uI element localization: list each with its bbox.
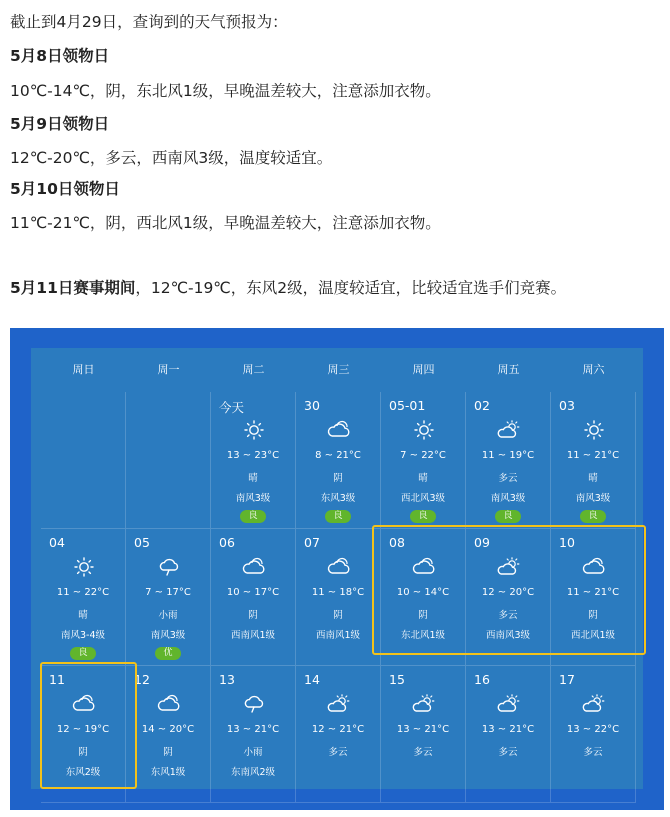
day-temperature: 11 ~ 21°C bbox=[566, 587, 620, 598]
sun-icon bbox=[581, 420, 607, 440]
day-temperature: 13 ~ 21°C bbox=[396, 724, 450, 735]
day-wind: 东南风2级 bbox=[230, 767, 276, 778]
day-condition: 多云 bbox=[413, 747, 433, 758]
day-cell[interactable] bbox=[296, 529, 381, 666]
day-condition: 阴 bbox=[78, 747, 88, 758]
day-temperature: 11 ~ 21°C bbox=[566, 450, 620, 461]
day-condition: 阴 bbox=[163, 747, 173, 758]
day-date: 10 bbox=[559, 535, 575, 550]
cloud-icon bbox=[326, 420, 352, 440]
highlight-box-pickup-days bbox=[372, 525, 646, 655]
partly-cloudy-icon bbox=[496, 420, 522, 440]
day-cell[interactable] bbox=[551, 392, 636, 529]
day-date: 09 bbox=[474, 535, 490, 550]
day-date: 03 bbox=[559, 398, 575, 413]
day-date: 12 bbox=[134, 672, 150, 687]
day-date: 05 bbox=[134, 535, 150, 550]
weekday-label: 周一 bbox=[157, 363, 180, 376]
day-condition: 晴 bbox=[78, 610, 88, 621]
rain-icon bbox=[241, 694, 267, 714]
weekday-label: 周五 bbox=[497, 363, 520, 376]
day-wind: 南风3-4级 bbox=[60, 630, 106, 641]
day-cell[interactable] bbox=[381, 666, 466, 803]
cloud-icon bbox=[156, 694, 182, 714]
day-wind: 东风2级 bbox=[65, 767, 101, 778]
highlight-box-race-day bbox=[40, 662, 137, 789]
day-wind: 南风3级 bbox=[150, 630, 186, 641]
day-temperature: 8 ~ 21°C bbox=[315, 450, 361, 461]
day-wind: 西南风3级 bbox=[485, 630, 531, 641]
race-heading: 5月11日赛事期间 bbox=[10, 279, 136, 297]
weekday-header bbox=[31, 348, 643, 392]
day-condition: 多云 bbox=[583, 747, 603, 758]
day-temperature: 11 ~ 18°C bbox=[311, 587, 365, 598]
weekday-label: 周四 bbox=[412, 363, 435, 376]
day-condition: 晴 bbox=[588, 473, 598, 484]
day-cell[interactable] bbox=[381, 392, 466, 529]
weekday-label: 周二 bbox=[242, 363, 265, 376]
cloud-icon bbox=[241, 557, 267, 577]
day-date: 14 bbox=[304, 672, 320, 687]
intro-text: 截止到4月29日，查询到的天气预报为： bbox=[10, 13, 288, 31]
day-wind: 南风3级 bbox=[575, 493, 611, 504]
day-condition: 多云 bbox=[498, 610, 518, 621]
day-cell[interactable] bbox=[466, 392, 551, 529]
day-cell[interactable] bbox=[296, 666, 381, 803]
day-condition: 多云 bbox=[498, 747, 518, 758]
sun-icon bbox=[411, 420, 437, 440]
day-condition: 阴 bbox=[418, 610, 428, 621]
day-cell[interactable] bbox=[211, 392, 296, 529]
day-date: 11 bbox=[49, 672, 65, 687]
day-cell[interactable] bbox=[126, 666, 211, 803]
partly-cloudy-icon bbox=[496, 694, 522, 714]
day-temperature: 12 ~ 19°C bbox=[56, 724, 110, 735]
race-text: ，12℃-19℃，东风2级，温度较适宜，比较适宜选手们竞赛。 bbox=[135, 279, 567, 297]
day-condition: 阴 bbox=[588, 610, 598, 621]
day-temperature: 10 ~ 17°C bbox=[226, 587, 280, 598]
race-line bbox=[10, 276, 566, 298]
day-cell[interactable] bbox=[551, 666, 636, 803]
aqi-badge: 良 bbox=[495, 510, 521, 523]
day-temperature: 7 ~ 22°C bbox=[400, 450, 446, 461]
day-date: 13 bbox=[219, 672, 235, 687]
weekday-label: 周六 bbox=[582, 363, 605, 376]
day-temperature: 12 ~ 21°C bbox=[311, 724, 365, 735]
day-condition: 多云 bbox=[328, 747, 348, 758]
day-text: 11℃-21℃，阴，西北风1级，早晚温差较大，注意添加衣物。 bbox=[10, 214, 441, 232]
day-wind: 南风3级 bbox=[490, 493, 526, 504]
day-wind: 东风3级 bbox=[320, 493, 356, 504]
weather-calendar-image bbox=[10, 328, 664, 810]
cloud-icon bbox=[326, 557, 352, 577]
empty-day-cell bbox=[41, 392, 126, 529]
day-condition: 小雨 bbox=[158, 610, 178, 621]
day-text: 10℃-14℃，阴，东北风1级，早晚温差较大，注意添加衣物。 bbox=[10, 82, 441, 100]
day-heading: 5月9日领物日 bbox=[10, 115, 110, 133]
day-condition: 阴 bbox=[333, 610, 343, 621]
day-temperature: 13 ~ 23°C bbox=[226, 450, 280, 461]
day-date: 15 bbox=[389, 672, 405, 687]
day-temperature: 13 ~ 21°C bbox=[226, 724, 280, 735]
day-condition: 小雨 bbox=[243, 747, 263, 758]
sun-icon bbox=[241, 420, 267, 440]
day-condition: 多云 bbox=[498, 473, 518, 484]
day-wind: 东北风1级 bbox=[400, 630, 446, 641]
day-temperature: 13 ~ 22°C bbox=[566, 724, 620, 735]
day-heading: 5月8日领物日 bbox=[10, 47, 110, 65]
day-heading: 5月10日领物日 bbox=[10, 180, 120, 198]
weather-calendar bbox=[31, 348, 643, 789]
day-temperature: 7 ~ 17°C bbox=[145, 587, 191, 598]
aqi-badge: 良 bbox=[410, 510, 436, 523]
day-wind: 东风1级 bbox=[150, 767, 186, 778]
day-wind: 西南风1级 bbox=[230, 630, 276, 641]
partly-cloudy-icon bbox=[411, 694, 437, 714]
sun-icon bbox=[71, 557, 97, 577]
rain-icon bbox=[156, 557, 182, 577]
aqi-badge: 良 bbox=[580, 510, 606, 523]
aqi-badge: 良 bbox=[70, 647, 96, 660]
day-condition: 晴 bbox=[418, 473, 428, 484]
day-date: 07 bbox=[304, 535, 320, 550]
partly-cloudy-icon bbox=[326, 694, 352, 714]
day-date: 30 bbox=[304, 398, 320, 413]
day-cell[interactable] bbox=[41, 529, 126, 666]
day-temperature: 12 ~ 20°C bbox=[481, 587, 535, 598]
day-temperature: 11 ~ 22°C bbox=[56, 587, 110, 598]
day-date: 16 bbox=[474, 672, 490, 687]
day-cell[interactable] bbox=[126, 529, 211, 666]
day-date: 今天 bbox=[219, 400, 245, 415]
partly-cloudy-icon bbox=[581, 694, 607, 714]
day-date: 06 bbox=[219, 535, 235, 550]
day-date: 05-01 bbox=[389, 398, 426, 413]
aqi-badge: 良 bbox=[325, 510, 351, 523]
day-wind: 西北风1级 bbox=[570, 630, 616, 641]
day-temperature: 10 ~ 14°C bbox=[396, 587, 450, 598]
day-temperature: 14 ~ 20°C bbox=[141, 724, 195, 735]
day-date: 02 bbox=[474, 398, 490, 413]
day-cell[interactable] bbox=[296, 392, 381, 529]
day-condition: 晴 bbox=[248, 473, 258, 484]
day-cell[interactable] bbox=[211, 529, 296, 666]
day-wind: 西南风1级 bbox=[315, 630, 361, 641]
day-cell[interactable] bbox=[466, 666, 551, 803]
weekday-label: 周日 bbox=[72, 363, 95, 376]
aqi-badge: 优 bbox=[155, 647, 181, 660]
day-condition: 阴 bbox=[248, 610, 258, 621]
day-temperature: 11 ~ 19°C bbox=[481, 450, 535, 461]
day-date: 17 bbox=[559, 672, 575, 687]
day-wind: 南风3级 bbox=[235, 493, 271, 504]
day-cell[interactable] bbox=[211, 666, 296, 803]
day-condition: 阴 bbox=[333, 473, 343, 484]
empty-day-cell bbox=[126, 392, 211, 529]
day-text: 12℃-20℃，多云，西南风3级，温度较适宜。 bbox=[10, 149, 333, 167]
day-date: 08 bbox=[389, 535, 405, 550]
aqi-badge: 良 bbox=[240, 510, 266, 523]
weekday-label: 周三 bbox=[327, 363, 350, 376]
day-date: 04 bbox=[49, 535, 65, 550]
day-wind: 西北风3级 bbox=[400, 493, 446, 504]
day-temperature: 13 ~ 21°C bbox=[481, 724, 535, 735]
